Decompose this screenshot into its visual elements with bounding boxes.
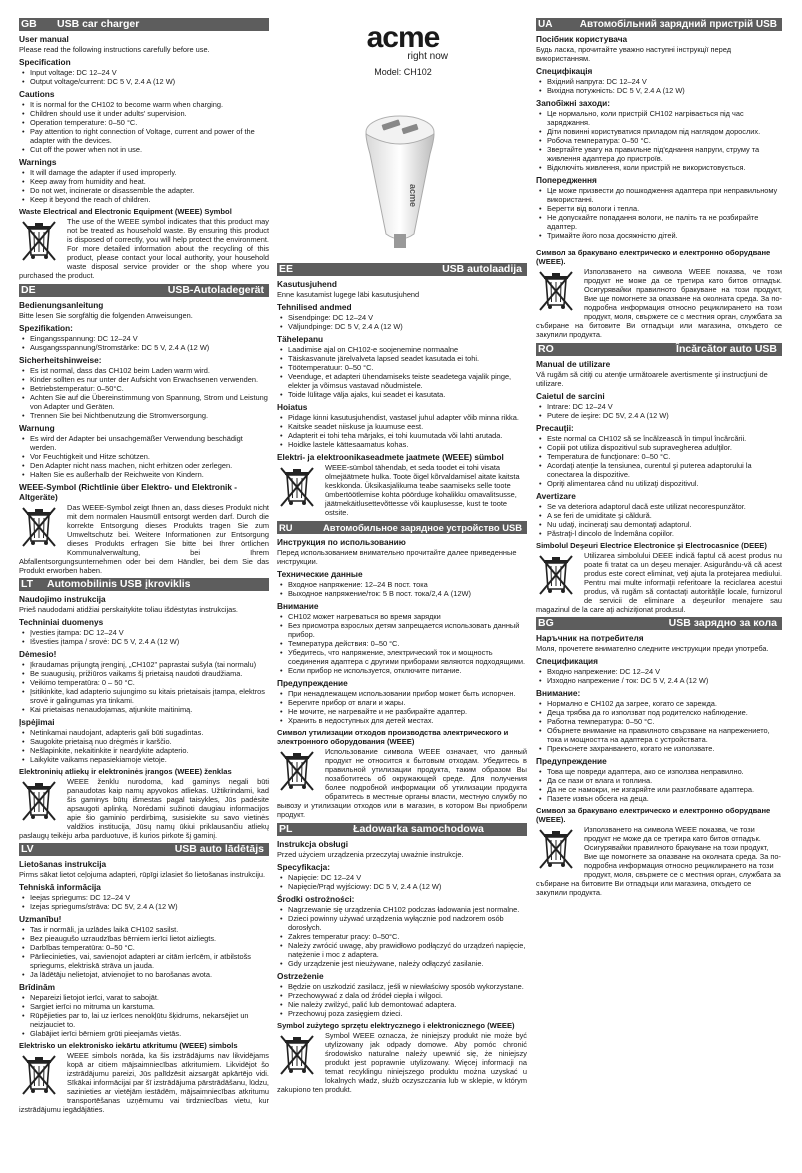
bg-attention-list: • Нормално е CH102 да загрее, когато се зарежда. • Деца трябва да го използват под родителско наблюдение. • Работна температура: 0–50 °C. • Обърнете внимание на правилното свързване на напрежението, тока и мощността на адаптера с устройствата. • Прекъснете захранването, когато не използвате. (536, 699, 782, 753)
bg-spec-list: • Входно напрежение: DC 12–24 V • Изходно напрежение / ток: DC 5 V, 2.4 A (12 W) (536, 667, 782, 685)
ru-spec-heading: Технические данные (277, 569, 363, 579)
tagline: right now (407, 51, 448, 62)
bg-attention-heading: Внимание: (536, 688, 581, 698)
gb-weee-heading: Waste Electrical and Electronic Equipment (WEEE) Symbol (19, 207, 232, 216)
section-lv-header: LV USB auto lādētājs (19, 843, 269, 856)
gb-spec-list: • Input voltage: DC 12–24 V • Output voltage/current: DC 5 V, 2.4 A (12 W) (19, 68, 269, 86)
bg-weee: Използването на символа WEEE показва, че този продукт не може да се третира като битов отпадък. Осигурявайки правилното бракуване на този продукт, Вие ще помогнете за опазване на околната среда. За по-подробна информация относно рециклирането на този продукт, моля, свържете се с местния орган, службата за събиране на битовите Ви отпадъци или магазина, откъдето се закупили продукта. (536, 825, 781, 897)
ee-warning-list: • Pidage kinni kasutusjuhendist, vastasel juhul adapter võib minna rikka. • Kaitske seadet niiskuse ja kuumuse eest. • Adapterit ei tohi teha märjaks, ei tohi kuumutada või lahti arutada. • Hoidke lastele kättesaamatus kohas. (277, 413, 527, 449)
lv-weee: WEEE simbols norāda, ka šis izstrādājums nav likvidējams kopā ar citiem mājsaimniecības atkritumiem. Likvidējot šo izstrādājumu pareizi, Jūs palīdzēsit aizsargāt apkārtējo vidi. Sīkākai informācijai par šī izstrādājuma pārstrādāšanu, lūdzu, sazinieties ar vietējām iestādēm, mājsaimniecības atkritumu transportēšanas uzņēmumu vai tirdzniecības vietu, kur izstrādājumu iegādājāties. (19, 1051, 269, 1114)
ru-spec-list: • Входное напряжение: 12–24 В пост. тока • Выходное напряжение/ток: 5 В пост. тока/2,4 А (12W) (277, 580, 527, 598)
lv-warnings-list: • Nepareizi lietojot ierīci, varat to sabojāt. • Sargiet ierīci no mitruma un karstuma. • Rūpējieties par to, lai uz ierīces nenokļūtu šķidrums, nekarsējiet un neizjauciet to. • Glabājiet ierīci bērniem grūti pieejamās vietās. (19, 993, 269, 1038)
bg-warning-heading: Предупреждение (536, 756, 607, 766)
lt-weee: WEEE ženklu nurodoma, kad gaminys negali būti panaudotas kaip namų apyvokos atliekas. Užtikrindami, kad šis gaminys būtų išmestas pagal taisykles, Jūs padėsite apsaugoti aplinką. Norėdami sužinoti daugiau informacijos apie šio gaminio perdirbimą, susisiekite su savo vietinės valdžios institucija, Jūsų namų ūkiui priklausančiu atliekų paslaugų teikėju arba parduotuve, iš kurios pirkote šį gaminį. (19, 777, 269, 840)
pl-caution-list: • Nagrzewanie się urządzenia CH102 podczas ładowania jest normalne. • Dzieci powinny używać urządzenia wyłącznie pod nadzorem osób dorosłych. • Zakres temperatur pracy: 0–50°C. • Należy zwrócić uwagę, aby prawidłowo podłączyć do urządzeń napięcie, natężenie i moc z adaptera. • Gdy urządzenie jest nieużywane, należy odłączyć zasilanie. (277, 905, 527, 968)
ro-precautions-list: • Este normal ca CH102 să se încălzească în timpul încărcării. • Copiii pot utiliza dispozitivul sub supravegherea adulţilor. • Temperatura de funcţionare: 0–50 °C. • Acordaţi atenţie la tensiunea, curentul şi puterea adaptorului la conectarea la dispozitive. • Opriţi alimentarea când nu utilizaţi dispozitivul. (536, 434, 782, 488)
weee-bin-icon (536, 269, 576, 313)
bg-weee-heading: Символ за бракувано електрическо и електронно оборудване (WEEE). (536, 806, 771, 824)
gb-weee: The use of the WEEE symbol indicates that this product may not be treated as household waste. By ensuring this product is disposed of correctly, you will help protect the environment. For more detailed information about the recycling of this product, please contact your local authority, your household waste disposal service provider or the shop where you purchased the product. (19, 217, 269, 280)
lt-manual-heading: Naudojimo instrukcija (19, 594, 106, 604)
weee-bin-icon (277, 749, 317, 793)
bg-intro: Моля, прочетете внимателно следните инструкции преди употреба. (536, 644, 769, 653)
acme-logo: acme (366, 21, 440, 54)
pl-warning-list: • Będzie on uszkodzić zasilacz, jeśli w niewłaściwy sposób wykorzystane. • Przechowywać z dala od źródeł ciepła i wilgoci. • Nie należy zwilżyć, palić lub demontować adaptera. • Przechowuj poza zasięgiem dzieci. (277, 982, 527, 1018)
lt-spec-list: • Įvesties įtampa: DC 12–24 V • Išvesties įtampa / srovė: DC 5 V, 2.4 A (12 W) (19, 628, 269, 646)
de-safety-list: • Es ist normal, dass das CH102 beim Laden warm wird. • Kinder sollten es nur unter der Aufsicht von Erwachsenen verwenden. • Betriebstemperatur: 0–50°C. • Achten Sie auf die Übereinstimmung von Spannung, Strom und Leistung von Adapter und Geräten. • Trennen Sie bei Nichtbenutzung die Stromversorgung. (19, 366, 269, 420)
pl-spec-heading: Specyfikacja: (277, 862, 331, 872)
pl-manual-heading: Instrukcja obsługi (277, 839, 348, 849)
de-weee-heading: WEEE-Symbol (Richtlinie über Elektro- und Elektronik - Altgeräte) (19, 482, 238, 502)
pl-warning-heading: Ostrzeżenie (277, 971, 324, 981)
lt-attention-heading: Dėmesio! (19, 649, 57, 659)
lv-attention-heading: Uzmanību! (19, 914, 62, 924)
pl-weee-heading: Symbol zużytego sprzętu elektrycznego i elektronicznego (WEEE) (277, 1021, 515, 1030)
lt-warnings-list: • Netinkamai naudojant, adapteris gali būti sugadintas. • Saugokite prietaisą nuo drėgmės ir karščio. • Nešlapinkite, nekaitinkite ir neardykite adapterio. • Laikykite vaikams nepasiekiamoje vietoje. (19, 728, 269, 764)
pl-spec-list: • Napięcie: DC 12–24 V • Napięcie/Prąd wyjściowy: DC 5 V, 2.4 A (12 W) (277, 873, 527, 891)
lt-weee-heading: Elektroninių atliekų ir elektroninės įrangos (WEEE) ženklas (19, 767, 232, 776)
weee-bin-icon (19, 779, 59, 823)
ro-intro: Vă rugăm să citiţi cu atenţie următoarele avertismente şi instrucţiuni de utilizare. (536, 370, 768, 388)
pl-intro: Przed użyciem urządzenia przeczytaj uważnie instrukcje. (277, 850, 464, 859)
ua-intro: Будь ласка, прочитайте уважно наступні інструкції перед використанням. (536, 45, 732, 63)
ee-attention-heading: Tähelepanu (277, 334, 324, 344)
ru-attention-heading: Внимание (277, 601, 319, 611)
ua-weee-heading: Символ за бракувано електрическо и електронно оборудване (WEEE). (536, 248, 771, 266)
lv-attention-list: • Tas ir normāli, ja uzlādes laikā CH102 sasilst. • Bez pieaugušo uzraudzības bērniem ierīci lietot aizliegts. • Darbības temperatūra: 0–50 °C. • Pārliecinieties, vai, savienojot adapteri ar citām ierīcēm, ir atbilstošs spriegums, elektriskā strāva un jauda. • Ja lādētāju nelietojat, atvienojiet to no barošanas avota. (19, 925, 269, 979)
section-de-header: DE USB-Autoladegerät (19, 284, 269, 297)
ua-spec-list: • Вхідний напруга: DC 12–24 V • Вихідна потужність: DC 5 V, 2.4 A (12 W) (536, 77, 782, 95)
ru-manual-heading: Инструкция по использованию (277, 537, 406, 547)
gb-cautions-list: • It is normal for the CH102 to become warm when charging. • Children should use it under adults' supervision. • Operation temperature: 0–50 °C. • Pay attention to right connection of Voltage, current and power of the adapter with the devices. • Cut off the power when not in use. (19, 100, 269, 154)
ru-warning-heading: Предупреждение (277, 678, 348, 688)
ua-manual-heading: Посібник користувача (536, 34, 628, 44)
ua-precautions-heading: Запобіжні заходи: (536, 98, 610, 108)
ru-attention-list: • CH102 может нагреваться во время зарядки • Без присмотра взрослых детям запрещается использовать данный прибор. • Температура действия: 0–50 °С. • Убедитесь, что напряжение, электрический ток и мощность соединения адаптера с другими приборами являются подходящими. • Если прибор не используется, отключите питание. (277, 612, 527, 675)
section-ee-header: EE USB autolaadija (277, 263, 527, 276)
car-charger-image (338, 84, 468, 254)
ro-manual-heading: Manual de utilizare (536, 359, 611, 369)
ua-spec-heading: Специфікація (536, 66, 593, 76)
gb-cautions-heading: Cautions (19, 89, 55, 99)
gb-spec-heading: Specification (19, 57, 71, 67)
ee-spec-heading: Tehnilised andmed (277, 302, 352, 312)
weee-bin-icon (19, 219, 59, 263)
lt-intro: Prieš naudodami atidžiai perskaitykite toliau išdėstytas instrukcijas. (19, 605, 238, 614)
ro-spec-heading: Caietul de sarcini (536, 391, 605, 401)
ee-warning-heading: Hoiatus (277, 402, 308, 412)
weee-bin-icon (19, 505, 59, 549)
section-bg-header: BG USB зарядно за кола (536, 617, 782, 630)
ru-weee-heading: Символ утилизации отходов производства электрического и электронного оборудования (WEEE) (277, 728, 509, 746)
bg-spec-heading: Спецификация (536, 656, 598, 666)
gb-warnings-heading: Warnings (19, 157, 57, 167)
ua-precautions-list: • Це нормально, коли пристрій CH102 нагрівається під час заряджання. • Діти повинні користуватися приладом під наглядом дорослих. • Робоча температура: 0–50 °C. • Звертайте увагу на правильне під'єднання напруги, струму та живлення адаптера до пристроїв. • Відключіть живлення, коли пристрій не використовується. (536, 109, 782, 172)
ro-precautions-heading: Precauţii: (536, 423, 574, 433)
model-label: Model: CH102 (374, 67, 432, 77)
ru-warning-list: • При ненадлежащем использовании прибор может быть испорчен. • Берегите прибор от влаги и жары. • Не мочите, не нагревайте и не разбирайте адаптер. • Хранить в недоступных для детей местах. (277, 689, 527, 725)
weee-bin-icon (536, 553, 576, 597)
lv-manual-heading: Lietošanas instrukcija (19, 859, 107, 869)
section-lt-header: LT Automobilinis USB įkroviklis (19, 578, 269, 591)
de-spec-list: • Eingangsspannung: DC 12–24 V • Ausgangsspannung/Stromstärke: DC 5 V, 2.4 A (12 W) (19, 334, 269, 352)
weee-bin-icon (277, 465, 317, 509)
ro-weee: Utilizarea simbolului DEEE indică faptul că acest produs nu poate fi tratat ca un deşeu menajer. Asigurându-vă că acest produs este corect eliminat, veţi ajuta la protejarea mediului. Pentru mai multe informaţii referitoare la reciclarea acestui produs, vă rugăm să contactaţi autorităţile locale, furnizorul de servicii de eliminare a deşeurilor menajere sau magazinul de la care aţi achiziţionat produsul. (536, 551, 782, 614)
ee-manual-heading: Kasutusjuhend (277, 279, 337, 289)
lt-spec-heading: Techniniai duomenys (19, 617, 104, 627)
pl-caution-heading: Środki ostrożności: (277, 894, 355, 904)
gb-manual-heading: User manual (19, 34, 69, 44)
gb-warnings-list: • It will damage the adapter if used improperly. • Keep away from humidity and heat. • Do not wet, incinerate or disassemble the adapter. • Keep it beyond the reach of children. (19, 168, 269, 204)
ua-warning-heading: Попередження (536, 175, 597, 185)
ee-attention-list: • Laadimise ajal on CH102-e soojenemine normaalne • Täiskasvanute järelvalveta lapsed seadet kasutada ei tohi. • Töötemperatuur: 0–50 °C. • Veenduge, et adapteri ühendamiseks teiste seadetega vajalik pinge, elekter ja võimsus vastavad nõudmistele. • Toide lülitage välja ajaks, kui seadet ei kasutata. (277, 345, 527, 399)
section-ru-header: RU Автомобильное зарядное устройство USB (277, 521, 527, 534)
ro-spec-list: • Intrare: DC 12–24 V • Putere de ieşire: DC 5V, 2.4 A (12 W) (536, 402, 782, 420)
section-ro-header: RO Încărcător auto USB (536, 343, 782, 356)
ro-weee-heading: Simbolul Deşeuri Electrice Electronice şi Electrocasnice (DEEE) (536, 541, 767, 550)
ee-weee-heading: Elektri- ja elektroonikaseadmete jaatmete (WEEE) sümbol (277, 452, 504, 462)
de-intro: Bitte lesen Sie sorgfältig die folgenden Anweisungen. (19, 311, 193, 320)
ee-weee: WEEE-sümbol tähendab, et seda toodet ei tohi visata olmejäätmete hulka. Toote õigel kõrvaldamisel aitate kaitsta keskkonda. Üksikasjalikuma teabe saamiseks selle toote ümbertöötlemise kohta pöörduge kohalikku omavalitsusse, jäätmekäitlusettevõttesse või kauplusesse, kust te toote ostsite. (277, 463, 527, 517)
weee-bin-icon (277, 1033, 317, 1077)
lv-intro: Pirms sākat lietot ceļojuma adapteri, rūpīgi izlasiet šo lietošanas instrukciju. (19, 870, 266, 879)
de-manual-heading: Bedienungsanleitung (19, 300, 104, 310)
de-safety-heading: Sicherheitshinweise: (19, 355, 102, 365)
ro-warning-heading: Avertizare (536, 491, 576, 501)
de-warning-heading: Warnung (19, 423, 55, 433)
bg-warning-list: • Това ще повреди адаптера, ако се използва неправилно. • Да се пази от влага и топлина. • Да не се намокри, не изгаряйте или разглобявате адаптера. • Пазете извън обсега на деца. (536, 767, 782, 803)
bg-manual-heading: Наръчник на потребителя (536, 633, 644, 643)
lt-warnings-heading: Įspėjimai (19, 717, 55, 727)
gb-intro: Please read the following instructions carefully before use. (19, 45, 210, 54)
lv-spec-heading: Tehniskā informācija (19, 882, 101, 892)
ua-warning-list: • Це може призвести до пошкодження адаптера при неправильному використанні. • Берегти від вологи і тепла. • Не допускайте попадання вологи, не паліть та не розбирайте адаптер. • Тримайте його поза досяжністю дітей. (536, 186, 782, 240)
de-spec-heading: Spezifikation: (19, 323, 73, 333)
weee-bin-icon (19, 1053, 59, 1097)
de-weee: Das WEEE-Symbol zeigt Ihnen an, dass dieses Produkt nicht mit dem normalen Hausmüll entsorgt werden darf. Durch die korrekte Entsorgung dieses Produkts tragen Sie zum Umweltschutz bei. Weitere Informationen zur Entsorgung dieses Produkts erfragen Sie bitte bei Ihrer örtlichen Kommunalverwaltung, bei Ihrem Abfallentsorgungsunternehmen oder bei dem Händler, bei dem Sie das Produkt erworben haben. (19, 503, 269, 575)
ru-weee: Использование символа WEEE означает, что данный продукт не относится к бытовым отходам. Убедитесь в правильной утилизации продукта, таким образом Вы позаботитесь об окружающей среде. Для получения более подробной информации об утилизации продукта обратитесь в местные органы власти, местную службу по вывозу и утилизации отходов или в магазин, в котором Вы приобрели продукт. (277, 747, 527, 819)
section-ua-header: UA Автомобільний зарядний пристрій USB (536, 18, 782, 31)
section-gb-header: GB USB car charger (19, 18, 269, 31)
pl-weee: Symbol WEEE oznacza, że niniejszy produkt nie może być utylizowany jak odpady domowe. Aby pomóc chronić środowisko naturalne należy upewnić się, że niniejszy produkt jest poprawnie utylizowany. Więcej informacji na temat recyklingu niniejszego produktu można uzyskać u lokalnych władz, służb oczyszczania lub w sklepie, w którym zakupiono ten produkt. (277, 1031, 527, 1094)
section-pl-header: PL Ładowarka samochodowa (277, 823, 527, 836)
ro-warning-list: • Se va deteriora adaptorul dacă este utilizat necorespunzător. • A se feri de umiditate şi căldură. • Nu udaţi, incineraţi sau demontaţi adaptorul. • Păstraţi-l dincolo de îndemâna copiilor. (536, 502, 782, 538)
lt-attention-list: • Įkraudamas prijungtą įrenginį, „CH102" paprastai sušyla (tai normalu) • Be suaugusių, prižiūros vaikams šį prietaisą naudoti draudžiama. • Veikimo temperatūra: 0 – 50 °C. • Įsitikinkite, kad adapterio sujungimo su kitais prietaisais įtampa, elektros srovė ir galingumas yra tinkami. • Kai prietaisas nenaudojamas, atjunkite maitinimą. (19, 660, 269, 714)
lv-weee-heading: Elektrisko un elektronisko iekārtu atkritumu (WEEE) simbols (19, 1041, 238, 1050)
ee-spec-list: • Sisendpinge: DC 12–24 V • Väljundpinge: DC 5 V, 2.4 A (12 W) (277, 313, 527, 331)
de-warning-list: • Es wird der Adapter bei unsachgemäßer Verwendung beschädigt werden. • Vor Feuchtigkeit und Hitze schützen. • Den Adapter nicht nass machen, nicht erhitzen oder zerlegen. • Halten Sie es außerhalb der Reichweite von Kindern. (19, 434, 269, 479)
ru-intro: Перед использованием внимательно прочитайте далее приведенные инструкции. (277, 548, 517, 566)
svg-text:acme: acme (408, 184, 418, 208)
ua-weee: Използването на символа WEEE показва, че този продукт не може да се третира като битов отпадък. Осигурявайки правилното бракуване на този продукт, Вие ще помогнете за опазване на околната среда. За по-подробна информация относно рециклирането на този продукт, моля, свържете се с местния орган, службата за събиране на битовите Ви отпадъци или магазина, откъдето се закупили продукта. (536, 267, 782, 339)
lv-spec-list: • Ieejas spriegums: DC 12–24 V • Izejas spriegums/strāva: DC 5V, 2.4 A (12 W) (19, 893, 269, 911)
brand-logo (338, 21, 468, 62)
ee-intro: Enne kasutamist lugege läbi kasutusjuhend (277, 290, 420, 299)
lv-warnings-heading: Brīdinām (19, 982, 55, 992)
weee-bin-icon (536, 827, 576, 871)
